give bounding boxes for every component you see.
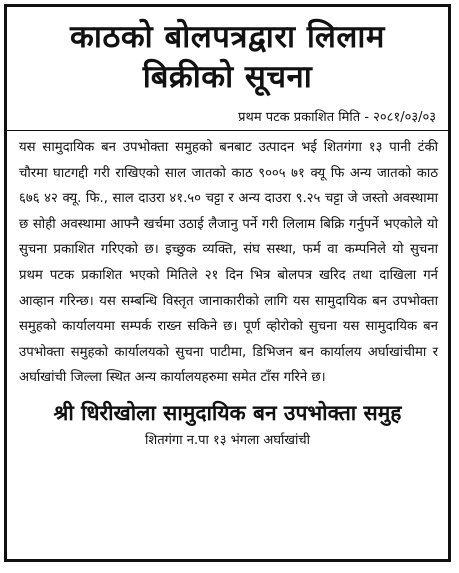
notice-title-line-2: बिक्रीको सूचना [142, 59, 313, 95]
divider [7, 130, 448, 131]
notice-title [13, 17, 442, 97]
auction-notice [4, 4, 451, 562]
organization-name: श्री धिरीखोला सामुदायिक बन उपभोक्ता समुह [53, 400, 402, 425]
notice-title-line-1: काठको बोलपत्रद्वारा लिलाम [70, 19, 385, 55]
organization-address: शितगंगा न.पा १३ भंगला अर्घाखांची [144, 432, 310, 448]
notice-body: यस सामुदायिक बन उपभोक्ता समुहको बनबाट उत्पादन भई शितगंगा १३ पानी टंकी चौरमा घाटगद्दी गरी राखिएको साल जातको काठ ९००५ ७१ क्यू फि अन्य जातको काठ ६७६ ४२ क्यू. फि., साल दाउरा ४१.५० चट्टा र अन्य दाउरा ९.२५ चट्टा जे जस्तो अवस्थामा छ सोही अवस्थामा आफ्नै खर्चमा उठाई लैजानु पर्ने गरी लिलाम बिक्रि गर्नुपर्ने भएकोले यो सुचना प्रकाशित गरिएको छ। इच्छुक व्यक्ति, संघ सस्था, फर्म वा कम्पनिले यो सुचना प्रथम पटक प्रकाशित भएको मितिले २१ दिन भित्र बोलपत्र खरिद तथा दाखिला गर्न आव्हान गरिन्छ। यस सम्बन्धि विस्तृत जानाकारीको लागि यस सामुदायिक बन उपभोक्ता समुहको कार्यालयमा सम्पर्क राख्न सकिने छ। पूर्ण व्होरोको सुचना यस सामुदायिक बन उपभोक्ता समुहको कार्यालयको सुचना पाटीमा, डिभिजन बन कार्यालय अर्घाखांचीमा र अर्घाखांची जिल्ला स्थित अन्य कार्यालयहरुमा समेत टाँस गरिने छ। [19, 140, 438, 386]
publication-date: प्रथम पटक प्रकाशित मिति - २०८१/०३/०३ [238, 110, 436, 125]
